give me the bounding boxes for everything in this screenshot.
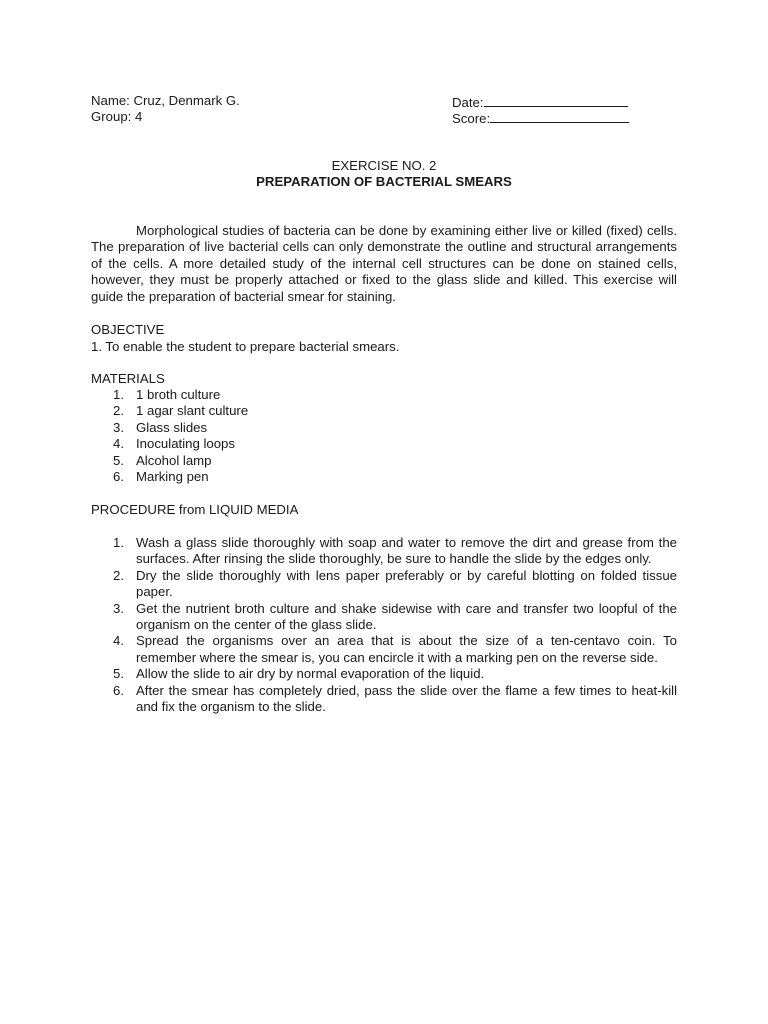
item-number: 5. (113, 452, 124, 468)
page-title: PREPARATION OF BACTERIAL SMEARS (256, 174, 512, 190)
item-text: 1 agar slant culture (136, 403, 249, 419)
item-number: 3. (113, 419, 124, 435)
item-text: Wash a glass slide thoroughly with soap and water to remove the dirt and grease from the surfaces. After rinsing the slide thoroughly, be sure to handle the slide by the edges only. (136, 535, 677, 567)
item-number: 4. (113, 633, 124, 649)
item-number: 2. (113, 567, 124, 583)
item-text: Allow the slide to air dry by normal evaporation of the liquid. (136, 666, 485, 682)
objective-heading: OBJECTIVE (91, 322, 165, 337)
date-label: Date: (452, 95, 484, 110)
score-label: Score: (452, 111, 491, 126)
date-blank (484, 93, 628, 107)
list-item (91, 535, 677, 568)
item-text: Dry the slide thoroughly with lens paper preferably or by careful blotting on folded tissue paper. (136, 567, 677, 600)
list-item (91, 403, 677, 419)
item-number: 6. (113, 682, 124, 698)
objective-item: 1. To enable the student to prepare bacterial smears. (91, 339, 400, 354)
group-number: Group: 4 (91, 109, 143, 124)
student-name: Name: Cruz, Denmark G. (91, 93, 240, 108)
list-item (91, 633, 677, 666)
header-row-1 (91, 93, 651, 110)
procedure-heading: PROCEDURE from LIQUID MEDIA (91, 502, 299, 517)
materials-list (91, 387, 677, 485)
header-row-2 (91, 109, 651, 126)
item-number: 5. (113, 666, 124, 682)
list-item (91, 666, 677, 682)
item-text: Marking pen (136, 469, 209, 485)
procedure-list (91, 535, 677, 715)
list-item (91, 601, 677, 634)
item-text: Get the nutrient broth culture and shake sidewise with care and transfer two loopful of the organism on the center of the glass slide. (136, 600, 677, 633)
exercise-number: EXERCISE NO. 2 (331, 158, 437, 173)
item-number: 1. (113, 535, 124, 550)
list-item (91, 453, 677, 469)
list-item (91, 568, 677, 601)
list-item (91, 436, 677, 452)
title-block (91, 158, 677, 191)
list-item (91, 469, 677, 485)
item-number: 4. (113, 436, 124, 452)
item-text: 1 broth culture (136, 387, 221, 402)
list-item (91, 683, 677, 716)
list-item (91, 387, 677, 403)
item-number: 2. (113, 403, 124, 419)
intro-paragraph: Morphological studies of bacteria can be done by examining either live or killed (fixed) cells. The preparation of live bacterial cells can only demonstrate the outline and structural arrangements of the cells. A more detailed study of the internal cell structures can be done on stained cells, however, they must be properly attached or fixed to the glass slide and killed. This exercise will guide the preparation of bacterial smear for staining. (91, 223, 677, 304)
item-number: 3. (113, 600, 124, 616)
item-text: Spread the organisms over an area that is about the size of a ten-centavo coin. To remember where the smear is, you can encircle it with a marking pen on the reverse side. (136, 633, 677, 665)
item-number: 6. (113, 469, 124, 485)
score-field (452, 109, 629, 127)
item-text: Alcohol lamp (136, 452, 212, 468)
item-number: 1. (113, 387, 124, 402)
list-item (91, 420, 677, 436)
materials-heading: MATERIALS (91, 371, 165, 386)
item-text: Inoculating loops (136, 436, 235, 452)
score-blank (490, 109, 629, 123)
item-text: After the smear has completely dried, pass the slide over the flame a few times to heat-kill and fix the organism to the slide. (136, 682, 677, 715)
item-text: Glass slides (136, 419, 208, 435)
